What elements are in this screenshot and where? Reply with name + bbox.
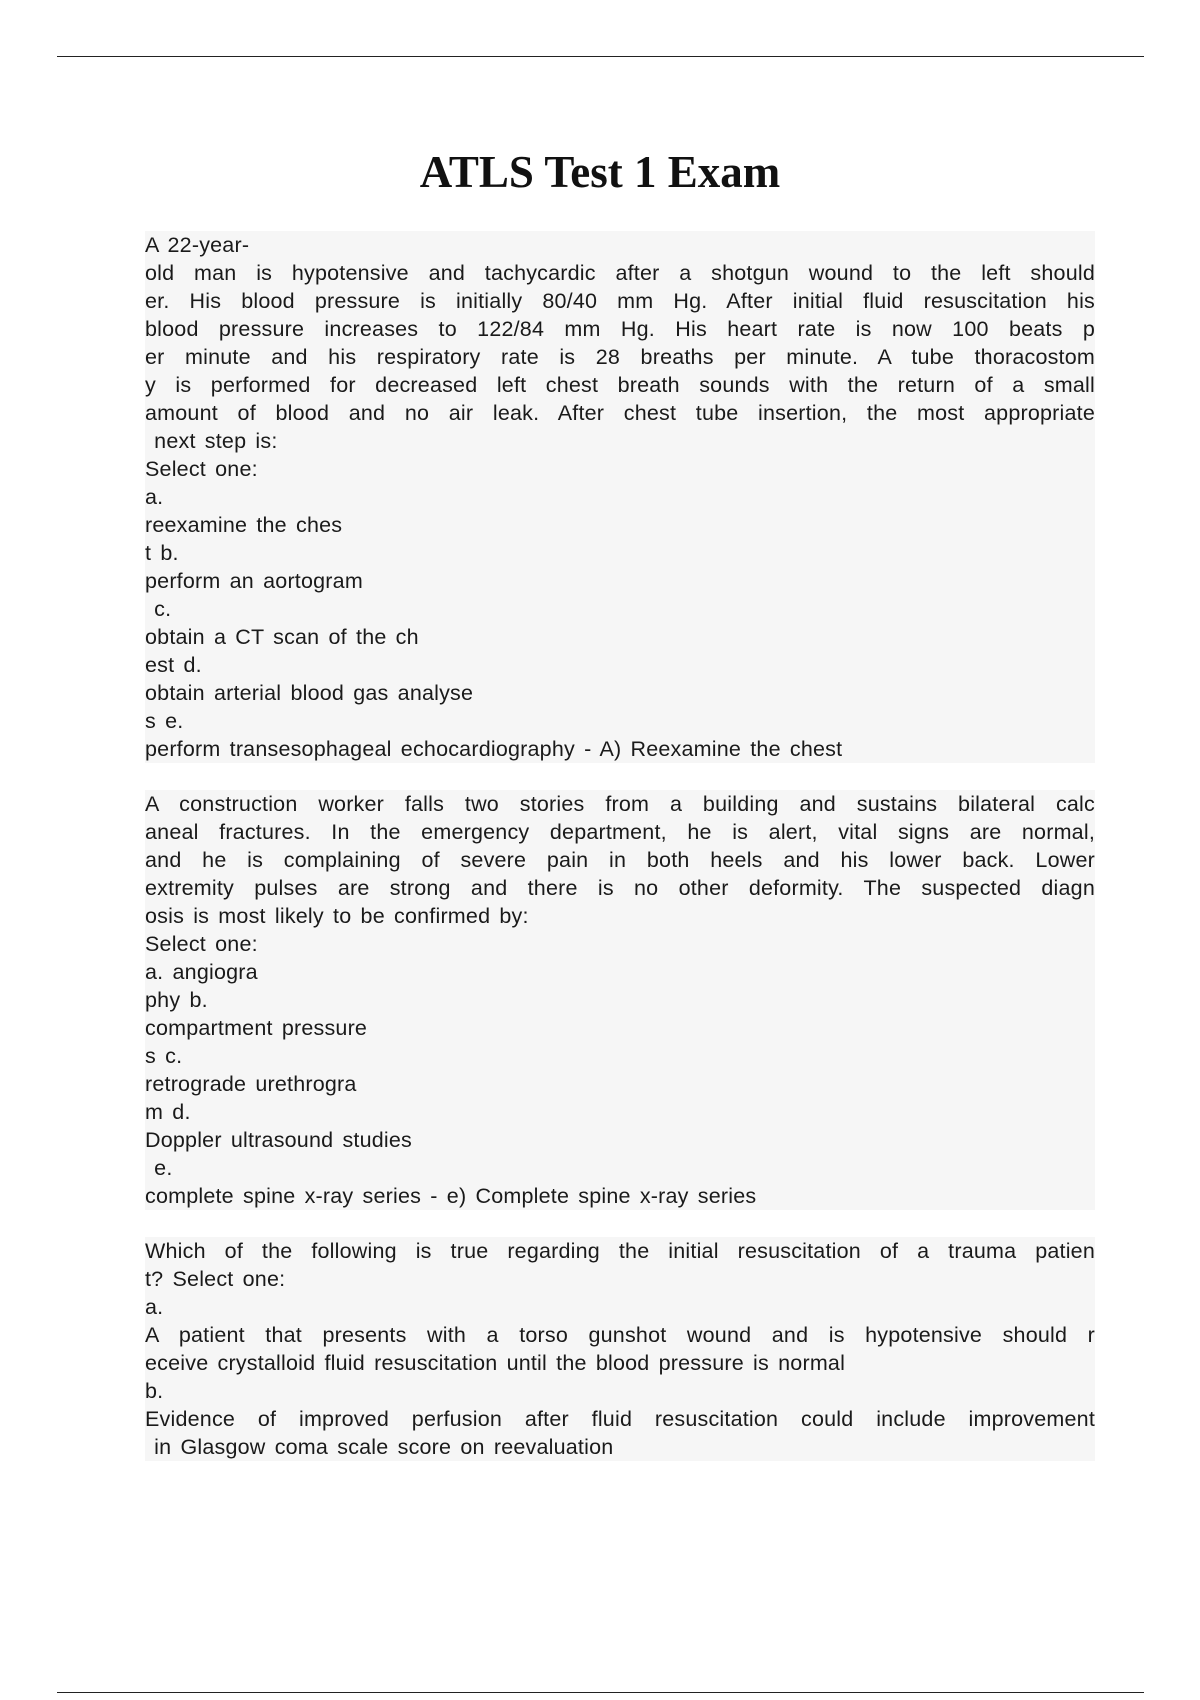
document-body (145, 231, 1095, 1488)
text-line: a. (145, 483, 1095, 511)
top-divider (57, 56, 1144, 57)
text-line: A 22-year- (145, 231, 1095, 259)
text-line: obtain a CT scan of the ch (145, 623, 1095, 651)
text-line: A patient that presents with a torso gunshot wound and is hypotensive should r (145, 1323, 1095, 1347)
text-line: perform an aortogram (145, 567, 1095, 595)
text-line: a. (145, 1293, 1095, 1321)
text-line: a. angiogra (145, 958, 1095, 986)
text-line: e. (145, 1154, 1095, 1182)
text-line: t? Select one: (145, 1265, 1095, 1293)
text-line: blood pressure increases to 122/84 mm Hg. His heart rate is now 100 beats p (145, 317, 1095, 341)
text-line: Evidence of improved perfusion after fluid resuscitation could include improvement (145, 1407, 1095, 1431)
text-line: obtain arterial blood gas analyse (145, 679, 1095, 707)
text-line: Which of the following is true regarding the initial resuscitation of a trauma patien (145, 1239, 1095, 1263)
text-line: A construction worker falls two stories from a building and sustains bilateral calc (145, 792, 1095, 816)
text-line: retrograde urethrogra (145, 1070, 1095, 1098)
text-line: m d. (145, 1098, 1095, 1126)
text-line: c. (145, 595, 1095, 623)
text-line: Select one: (145, 455, 1095, 483)
text-line: amount of blood and no air leak. After chest tube insertion, the most appropriate (145, 401, 1095, 425)
text-line: est d. (145, 651, 1095, 679)
text-line: in Glasgow coma scale score on reevaluation (145, 1433, 1095, 1461)
text-line: Doppler ultrasound studies (145, 1126, 1095, 1154)
text-line: t b. (145, 539, 1095, 567)
question-block (145, 790, 1095, 1210)
document-title: ATLS Test 1 Exam (419, 147, 781, 197)
text-line: next step is: (145, 427, 1095, 455)
text-line: old man is hypotensive and tachycardic after a shotgun wound to the left should (145, 261, 1095, 285)
text-line: aneal fractures. In the emergency department, he is alert, vital signs are normal, (145, 820, 1095, 844)
question-block (145, 231, 1095, 763)
question-block (145, 1237, 1095, 1461)
text-line: b. (145, 1377, 1095, 1405)
text-line: osis is most likely to be confirmed by: (145, 902, 1095, 930)
text-line: y is performed for decreased left chest breath sounds with the return of a small (145, 373, 1095, 397)
text-line: er. His blood pressure is initially 80/40 mm Hg. After initial fluid resuscitation his (145, 289, 1095, 313)
text-line: s e. (145, 707, 1095, 735)
text-line: reexamine the ches (145, 511, 1095, 539)
text-line: phy b. (145, 986, 1095, 1014)
text-line: s c. (145, 1042, 1095, 1070)
text-line: extremity pulses are strong and there is no other deformity. The suspected diagn (145, 876, 1095, 900)
text-line: compartment pressure (145, 1014, 1095, 1042)
text-line: perform transesophageal echocardiography - A) Reexamine the chest (145, 735, 1095, 763)
bottom-divider (57, 1692, 1144, 1693)
text-line: er minute and his respiratory rate is 28 breaths per minute. A tube thoracostom (145, 345, 1095, 369)
text-line: complete spine x-ray series - e) Complete spine x-ray series (145, 1182, 1095, 1210)
text-line: eceive crystalloid fluid resuscitation until the blood pressure is normal (145, 1349, 1095, 1377)
text-line: and he is complaining of severe pain in both heels and his lower back. Lower (145, 848, 1095, 872)
text-line: Select one: (145, 930, 1095, 958)
